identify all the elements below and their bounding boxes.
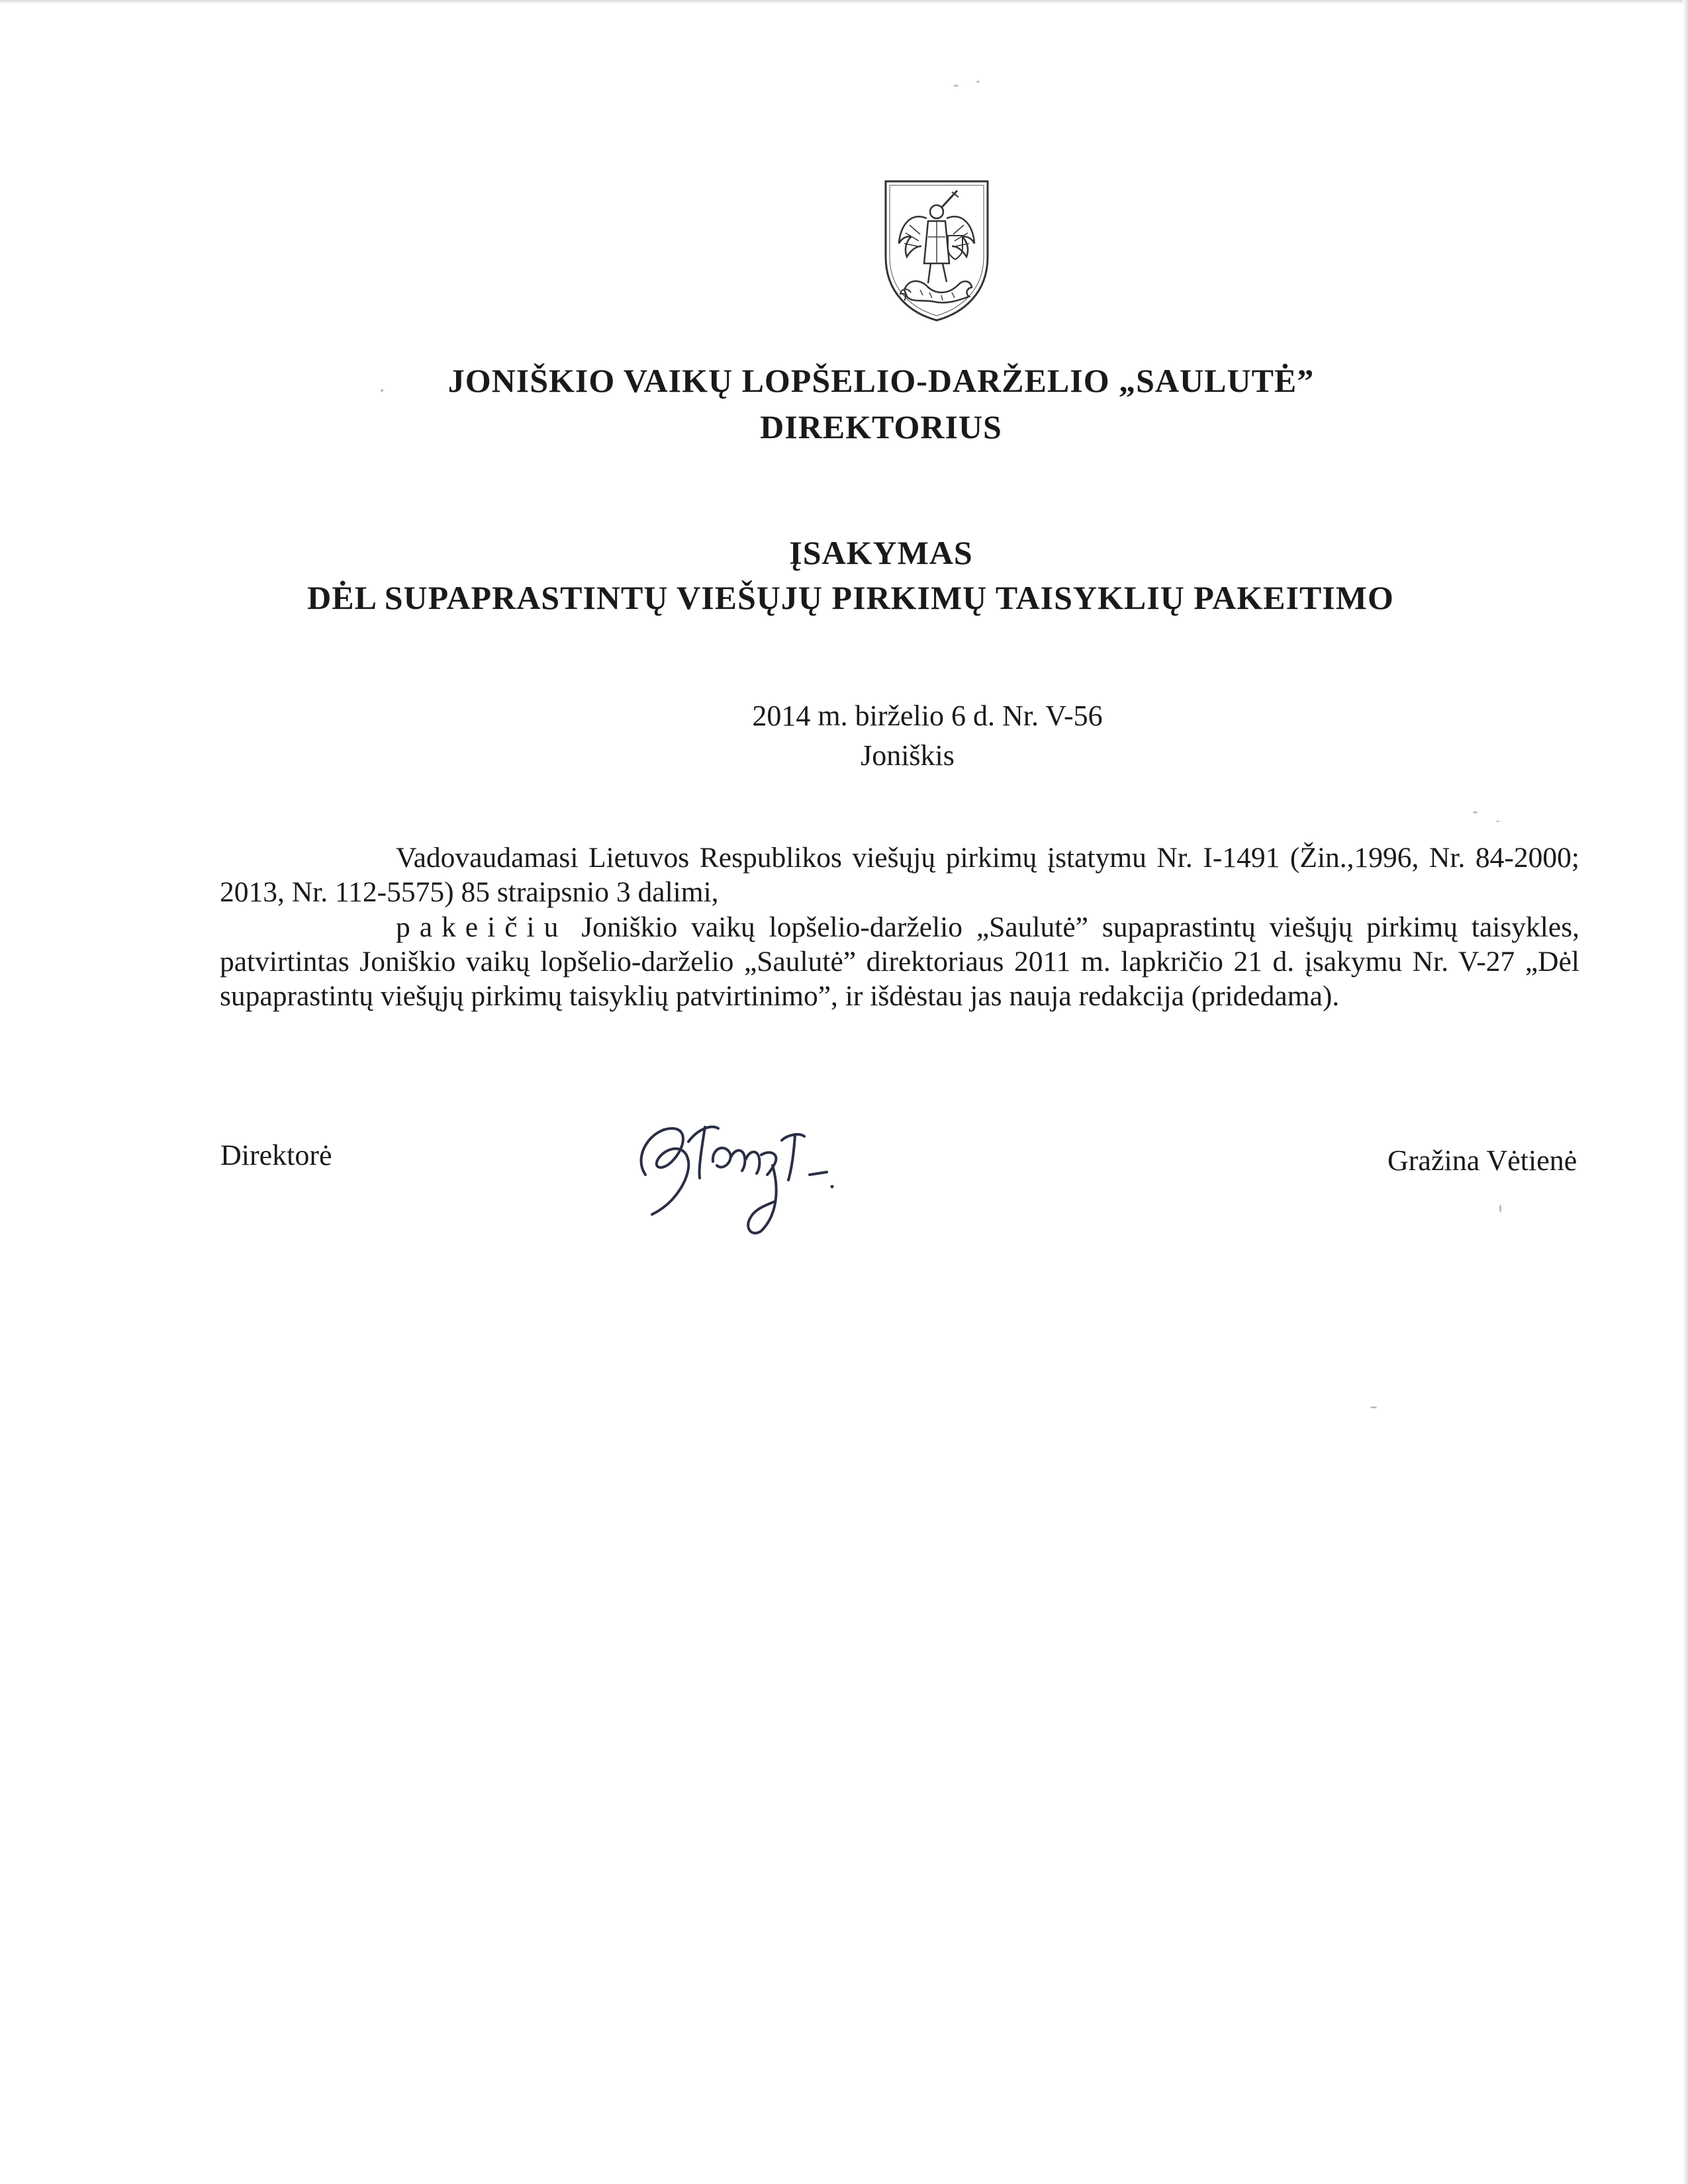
scan-speck (1370, 1406, 1377, 1408)
document-title: DĖL SUPAPRASTINTŲ VIEŠŲJŲ PIRKIMŲ TAISYKLIŲ PAKEITIMO (307, 579, 1394, 616)
body-paragraph-2 (220, 910, 1579, 1013)
body-paragraph-1 (220, 841, 1579, 909)
scan-speck (953, 85, 959, 87)
institution-name: JONIŠKIO VAIKŲ LOPŠELIO-DARŽELIO „SAULUTĖ” (447, 362, 1315, 399)
paragraph-2-lead-word: pakeičiu (396, 911, 568, 943)
scan-speck (1496, 821, 1499, 822)
document-place: Joniškis (861, 739, 955, 772)
institution-role: DIREKTORIUS (760, 408, 1002, 445)
scan-speck (1499, 1205, 1501, 1212)
paragraph-2-text: Joniškio vaikų lopšelio-darželio „Saulutė” supaprastintų viešųjų pirkimų taisykles, patvirtintas Joniškio vaikų lopšelio-darželio „Saulutė” direktoriaus 2011 m. lapkričio 21 d. įsakymu Nr. V-27 „Dėl supaprastintų viešųjų pirkimų taisyklių patvirtinimo”, ir išdėstau jas nauja redakcija (pridedama). (220, 911, 1579, 1012)
scan-edge-top (0, 0, 1688, 4)
signatory-position: Direktorė (220, 1139, 332, 1171)
document-date-number: 2014 m. birželio 6 d. Nr. V-56 (752, 700, 1103, 732)
paragraph-1-text: Vadovaudamasi Lietuvos Respublikos viešųjų pirkimų įstatymu Nr. I-1491 (Žin.,1996, Nr. 84-2000; 2013, Nr. 112-5575) 85 straipsnio 3 dalimi, (220, 842, 1579, 908)
scan-speck (381, 389, 383, 392)
coat-of-arms-emblem (880, 177, 993, 324)
document-type: ĮSAKYMAS (789, 534, 973, 571)
scan-speck (976, 81, 980, 83)
handwritten-signature (626, 1102, 864, 1241)
scan-edge-right (1683, 0, 1688, 2184)
signatory-name: Gražina Vėtienė (1387, 1144, 1577, 1177)
scan-speck (1473, 811, 1477, 813)
